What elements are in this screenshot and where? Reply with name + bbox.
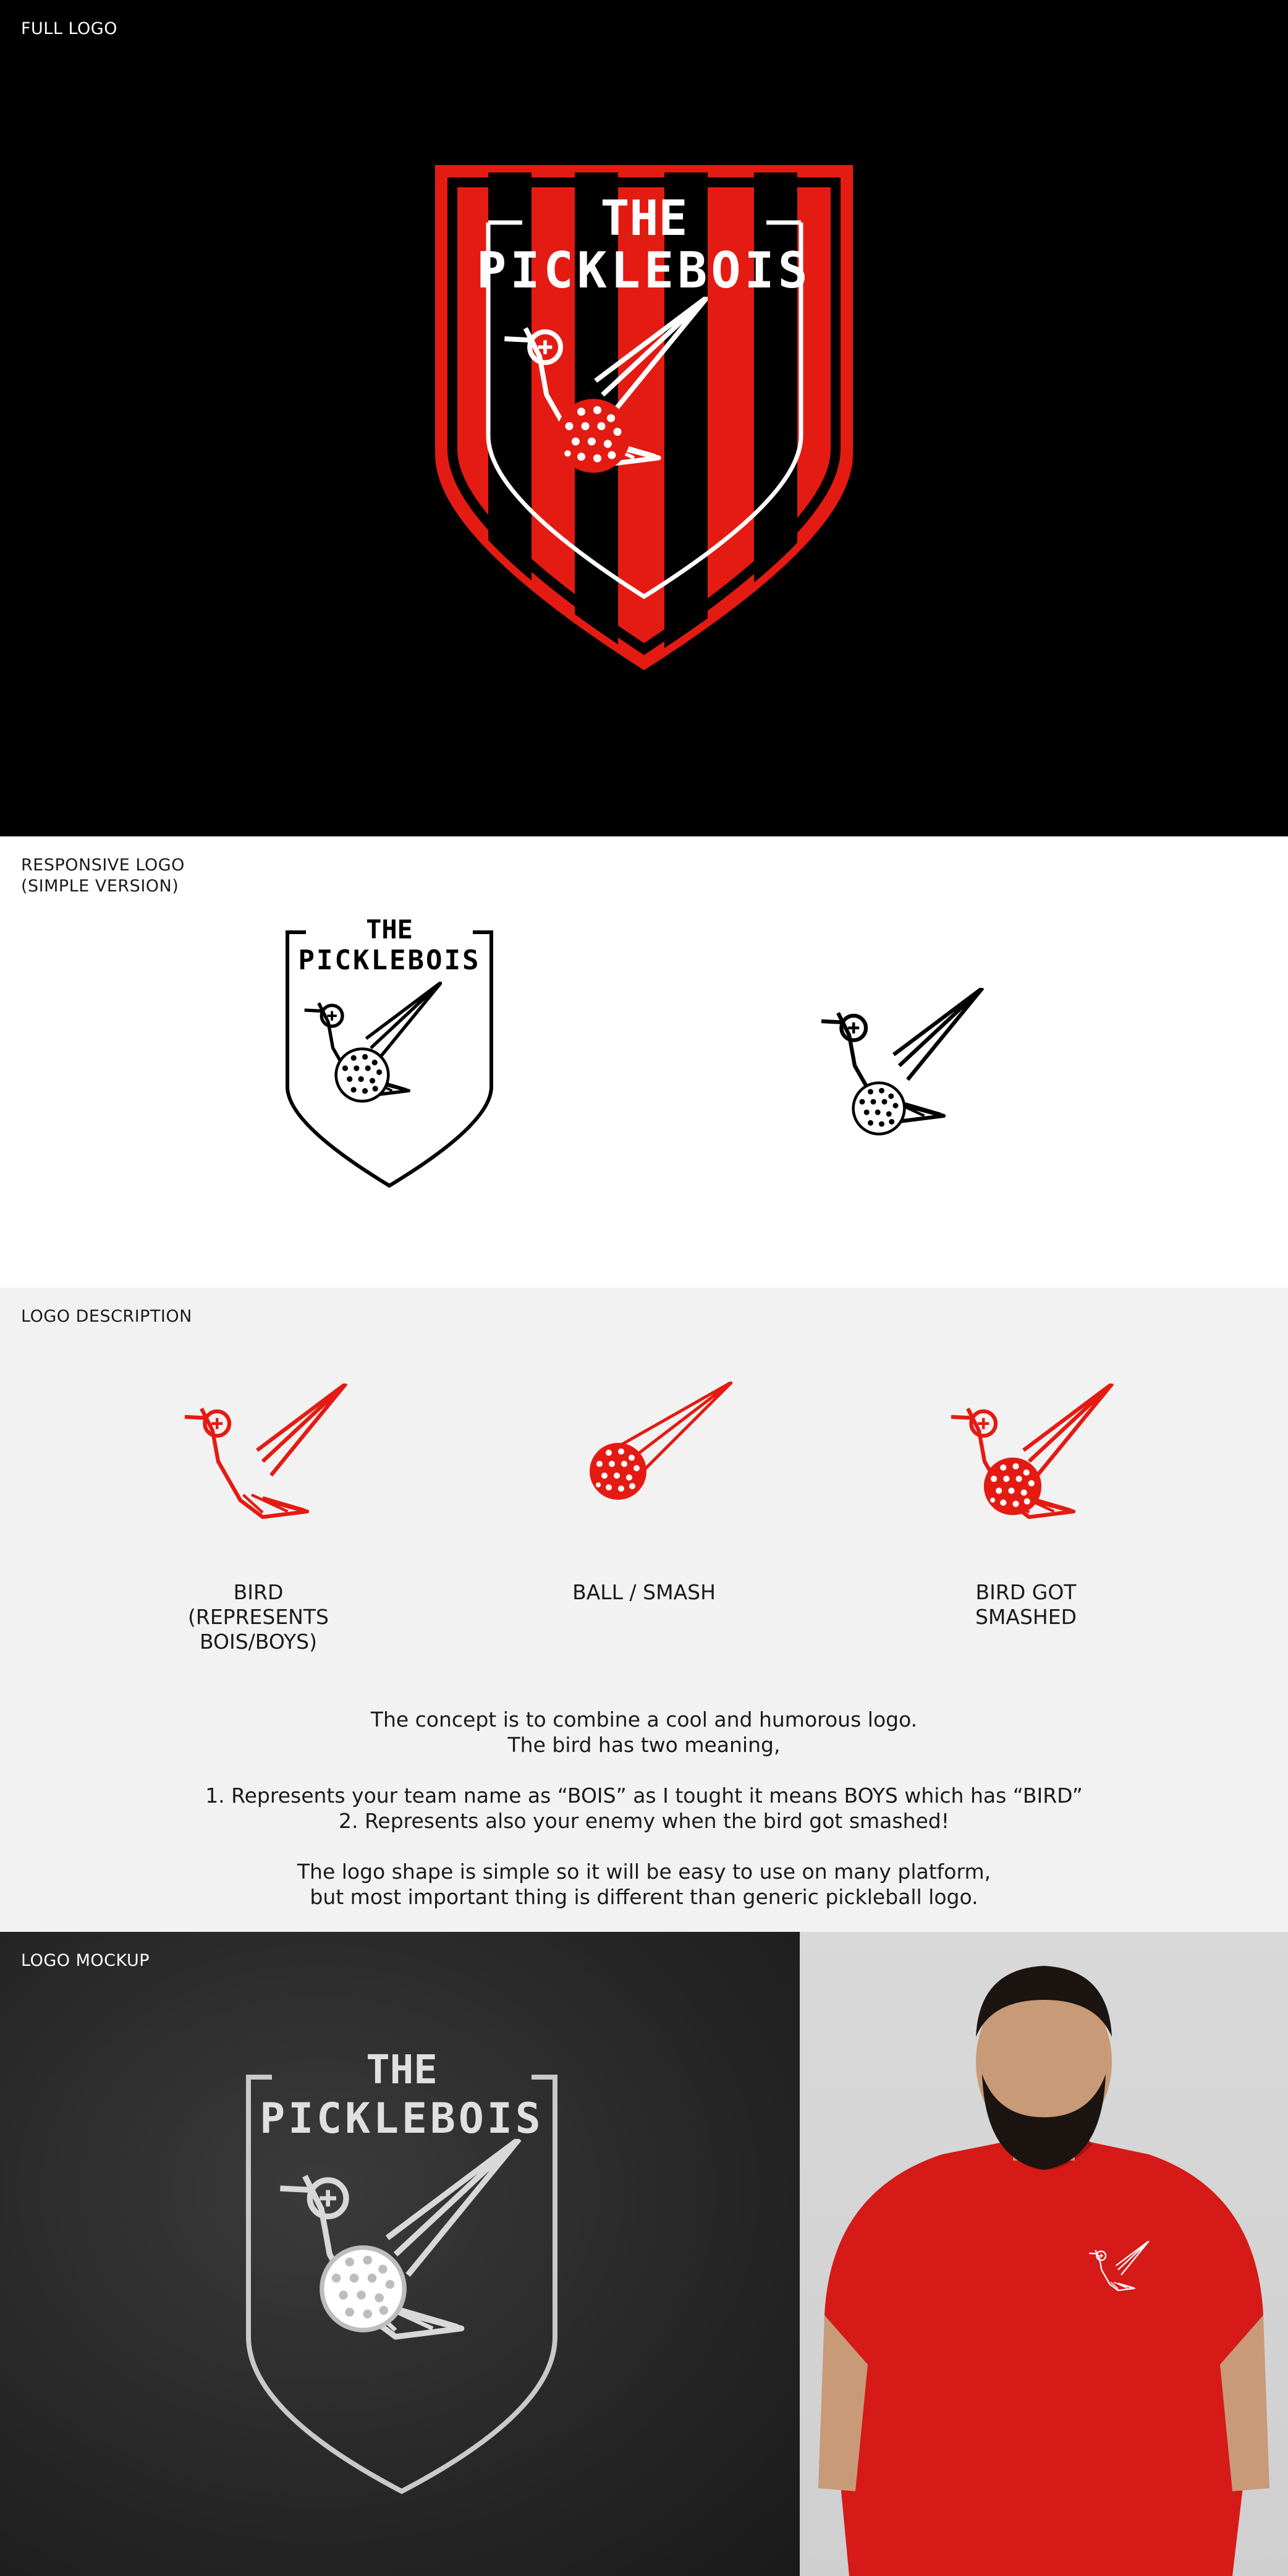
bird-smashed-caption: BIRD GOT SMASHED <box>975 1580 1077 1629</box>
concept-line: The logo shape is simple so it will be easy to use on many platform, <box>297 1860 991 1884</box>
responsive-logo-section <box>0 836 1288 1288</box>
model-in-red-tshirt <box>800 1932 1288 2576</box>
ball-icon <box>556 399 630 473</box>
simple-logo-crest <box>281 908 498 1192</box>
concept-line: The concept is to combine a cool and humorous logo. <box>370 1707 918 1732</box>
logo-line1: THE <box>600 191 688 247</box>
section-label: LOGO MOCKUP <box>21 1951 150 1970</box>
concept-line <box>0 1834 1288 1859</box>
section-label: LOGO DESCRIPTION <box>21 1307 192 1326</box>
bird-smashed-icon <box>939 1384 1119 1550</box>
concept-line: but most important thing is different than generic pickleball logo. <box>310 1885 978 1909</box>
logo-line2: PICKLEBOIS <box>477 242 811 299</box>
concept-line: 1. Represents your team name as “BOIS” as I tought it means BOYS which has “BIRD” <box>205 1783 1083 1808</box>
tshirt-mockup-photo <box>800 1932 1288 2576</box>
simple-bird-mark <box>807 988 992 1173</box>
metal-sign-mockup <box>0 1932 800 2576</box>
concept-line <box>0 1758 1288 1783</box>
bird-caption: BIRD (REPRESENTS BOIS/BOYS) <box>188 1580 329 1654</box>
full-logo-section <box>0 0 1288 836</box>
logo-line1: THE <box>366 2047 438 2093</box>
metal-logo-crest <box>241 2046 562 2504</box>
logo-description-section <box>0 1288 1288 1932</box>
concept-line: 2. Represents also your enemy when the bird got smashed! <box>338 1809 949 1833</box>
ball-smash-icon <box>584 1382 732 1505</box>
logo-mockup-section <box>0 1932 1288 2576</box>
section-label: FULL LOGO <box>21 19 117 38</box>
logo-line2: PICKLEBOIS <box>298 945 481 976</box>
full-logo-crest <box>433 164 855 671</box>
concept-line: The bird has two meaning, <box>507 1733 781 1757</box>
logo-line2: PICKLEBOIS <box>260 2094 544 2143</box>
concept-text <box>0 1707 1288 1910</box>
section-label: RESPONSIVE LOGO (SIMPLE VERSION) <box>21 856 185 896</box>
ball-smash-caption: BALL / SMASH <box>572 1580 716 1604</box>
logo-line1: THE <box>366 914 413 945</box>
bird-icon <box>173 1384 352 1550</box>
